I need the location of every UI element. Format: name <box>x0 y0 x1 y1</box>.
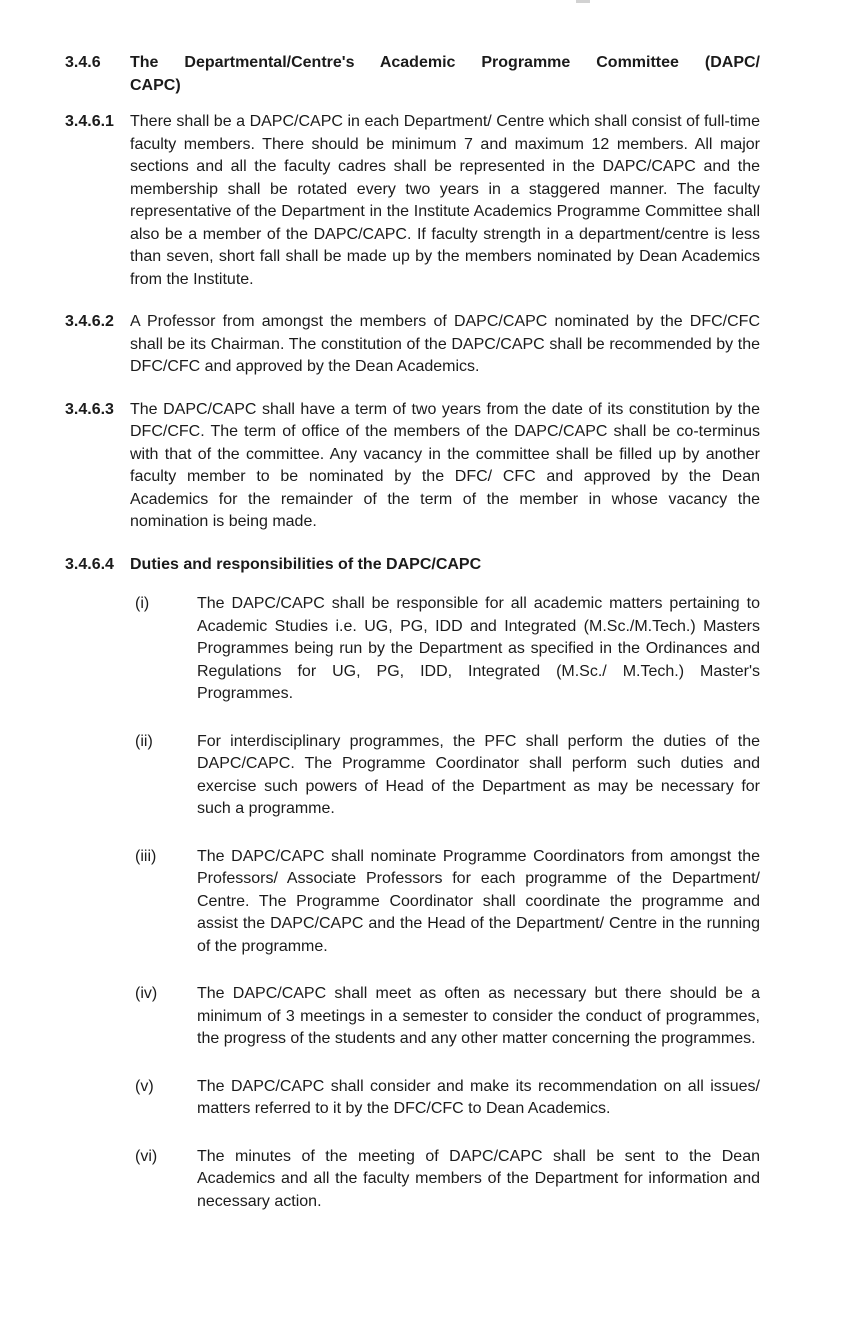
list-item-numeral: (vi) <box>135 1147 158 1165</box>
list-item-numeral: (ii) <box>135 732 153 750</box>
list-item-ii <box>135 731 765 821</box>
section-paragraph: There shall be a DAPC/CAPC in each Department/ Centre which shall consist of full-time faculty members. There should be minimum 7 and maximum 12 members. All major sections and all the faculty cadres shall be represented in the DAPC/CAPC and the membership shall be rotated every two years in a staggered manner. The faculty representative of the Department in the Institute Academics Programme Committee shall also be a member of the DAPC/CAPC. If faculty strength in a department/centre is less than seven, short fall shall be made up by the members nominated by Dean Academics from the Institute. <box>130 113 760 288</box>
duties-list <box>65 593 765 1213</box>
section-3-4-6-2 <box>65 311 765 379</box>
section-3-4-6-1 <box>65 111 765 291</box>
list-item-vi <box>135 1146 765 1214</box>
list-item-v <box>135 1076 765 1121</box>
list-item-numeral: (v) <box>135 1077 154 1095</box>
list-item-iii <box>135 846 765 959</box>
list-item-text: The DAPC/CAPC shall nominate Programme Coordinators from amongst the Professors/ Associate Professors for each programme of the Department/ Centre. The Programme Coordinator shall coordinate the programme and assist the DAPC/CAPC and the Head of the Department/ Centre in the running of the programme. <box>197 847 760 955</box>
list-item-text: The minutes of the meeting of DAPC/CAPC shall be sent to the Dean Academics and all the faculty members of the Department for information and necessary action. <box>197 1147 760 1210</box>
list-item-text: The DAPC/CAPC shall meet as often as necessary but there should be a minimum of 3 meetings in a semester to consider the conduct of programmes, the progress of the students and any other matter concerning the programmes. <box>197 985 760 1047</box>
document-content <box>65 52 765 1213</box>
section-3-4-6 <box>65 52 765 97</box>
section-number: 3.4.6.4 <box>65 555 114 573</box>
list-item-numeral: (iv) <box>135 985 158 1002</box>
list-item-text: The DAPC/CAPC shall be responsible for all academic matters pertaining to Academic Studies i.e. UG, PG, IDD and Integrated (M.Sc./M.Tech.) Masters Programmes being run by the Department as specified in the Ordinances and Regulations for UG, PG, IDD, Integrated (M.Sc./ M.Tech.) Master's Programmes. <box>197 595 760 702</box>
section-number: 3.4.6.1 <box>65 113 114 130</box>
section-3-4-6-4 <box>65 554 765 577</box>
page-edge-artifact <box>576 0 590 3</box>
section-number: 3.4.6.2 <box>65 313 114 330</box>
section-paragraph: The DAPC/CAPC shall have a term of two years from the date of its constitution by the DFC/CFC. The term of office of the members of the DAPC/CAPC shall be co-terminus with that of the committee. Any vacancy in the committee shall be filled up by another faculty member to be nominated by the DFC/ CFC and approved by the Dean Academics for the remainder of the term of the member in whose vacancy the nomination is being made. <box>130 400 760 530</box>
section-paragraph: A Professor from amongst the members of DAPC/CAPC nominated by the DFC/CFC shall be its Chairman. The constitution of the DAPC/CAPC shall be recommended by the DFC/CFC and approved by the Dean Academics. <box>130 313 760 375</box>
section-heading: Duties and responsibilities of the DAPC/CAPC <box>130 555 482 573</box>
list-item-text: For interdisciplinary programmes, the PFC shall perform the duties of the DAPC/CAPC. The Programme Coordinator shall perform such duties and exercise such powers of Head of the Department as may be necessary for such a programme. <box>197 732 760 817</box>
list-item-i <box>135 593 765 706</box>
list-item-text: The DAPC/CAPC shall consider and make its recommendation on all issues/ matters referred to it by the DFC/CFC to Dean Academics. <box>197 1077 760 1117</box>
list-item-numeral: (iii) <box>135 847 157 865</box>
section-number: 3.4.6 <box>65 54 101 71</box>
section-heading: The Departmental/Centre's Academic Programme Committee (DAPC/ CAPC) <box>130 54 760 94</box>
list-item-iv <box>135 983 765 1051</box>
section-3-4-6-3 <box>65 399 765 534</box>
section-number: 3.4.6.3 <box>65 400 114 418</box>
list-item-numeral: (i) <box>135 595 150 612</box>
